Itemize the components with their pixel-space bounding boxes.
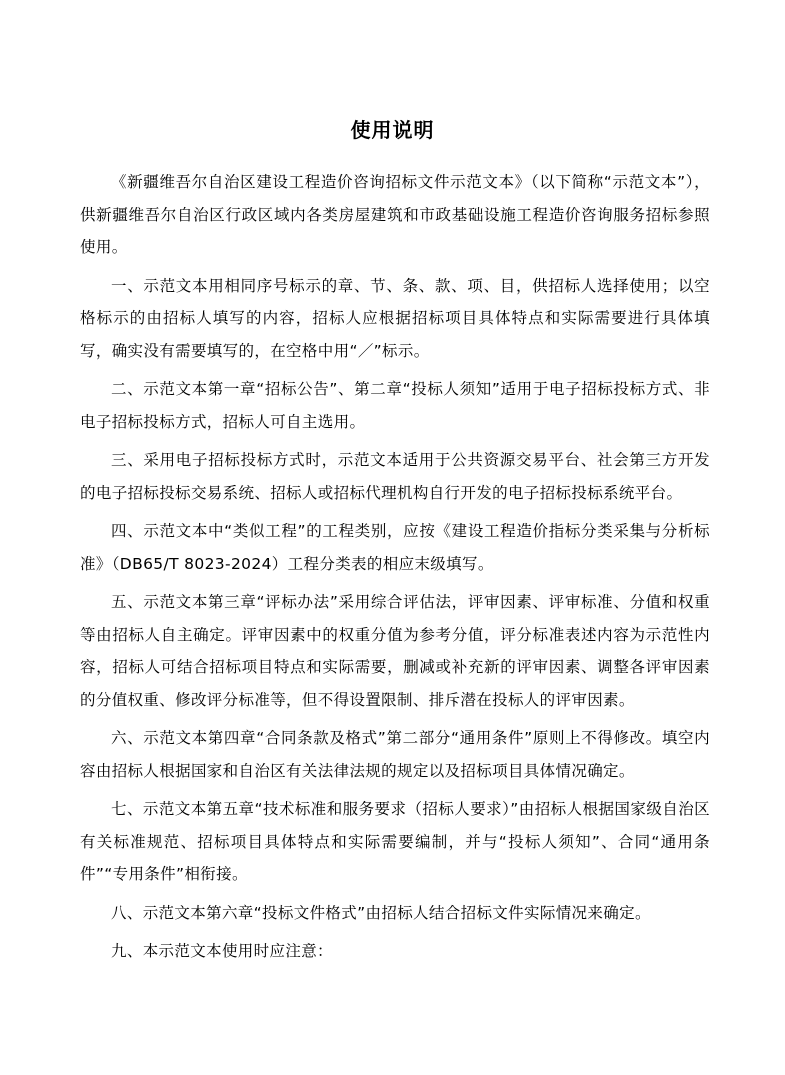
paragraph-item-1: 一、示范文本用相同序号标示的章、节、条、款、项、目，供招标人选择使用；以空格标示的由招标人填写的内容，招标人应根据招标项目具体特点和实际需要进行具体填写，确实没有需要填写的，在空格中用“／”标示。 <box>80 276 710 360</box>
paragraph-item-4: 四、示范文本中“类似工程”的工程类别，应按《建设工程造价指标分类采集与分析标准》（DB65/T 8023-2024）工程分类表的相应末级填写。 <box>80 522 710 573</box>
paragraph-intro: 《新疆维吾尔自治区建设工程造价咨询招标文件示范文本》（以下简称“示范文本”），供新疆维吾尔自治区行政区域内各类房屋建筑和市政基础设施工程造价咨询服务招标参照使用。 <box>80 173 710 256</box>
paragraph-item-6: 六、示范文本第四章“合同条款及格式”第二部分“通用条件”原则上不得修改。填空内容由招标人根据国家和自治区有关法律法规的规定以及招标项目具体情况确定。 <box>80 729 710 780</box>
paragraph-item-2: 二、示范文本第一章“招标公告”、第二章“投标人须知”适用于电子招标投标方式、非电子招标投标方式，招标人可自主选用。 <box>80 380 710 431</box>
page-title: 使用说明 <box>350 118 435 142</box>
paragraph-item-5: 五、示范文本第三章“评标办法”采用综合评估法，评审因素、评审标准、分值和权重等由招标人自主确定。评审因素中的权重分值为参考分值，评分标准表述内容为示范性内容，招标人可结合招标项目特点和实际需要，删减或补充新的评审因素、调整各评审因素的分值权重、修改评分标准等，但不得设置限制、排斥潜在投标人的评审因素。 <box>80 593 710 709</box>
paragraph-item-3: 三、采用电子招标投标方式时，示范文本适用于公共资源交易平台、社会第三方开发的电子招标投标交易系统、招标人或招标代理机构自行开发的电子招标投标系统平台。 <box>80 451 710 502</box>
paragraph-item-8: 八、示范文本第六章“投标文件格式”由招标人结合招标文件实际情况来确定。 <box>111 903 651 922</box>
paragraph-item-7: 七、示范文本第五章“技术标准和服务要求（招标人要求）”由招标人根据国家级自治区有关标准规范、招标项目具体特点和实际需要编制，并与“投标人须知”、合同“通用条件”“专用条件”相衔接。 <box>80 800 710 883</box>
document-body <box>80 166 710 974</box>
paragraph-item-9: 九、本示范文本使用时应注意： <box>111 942 333 960</box>
